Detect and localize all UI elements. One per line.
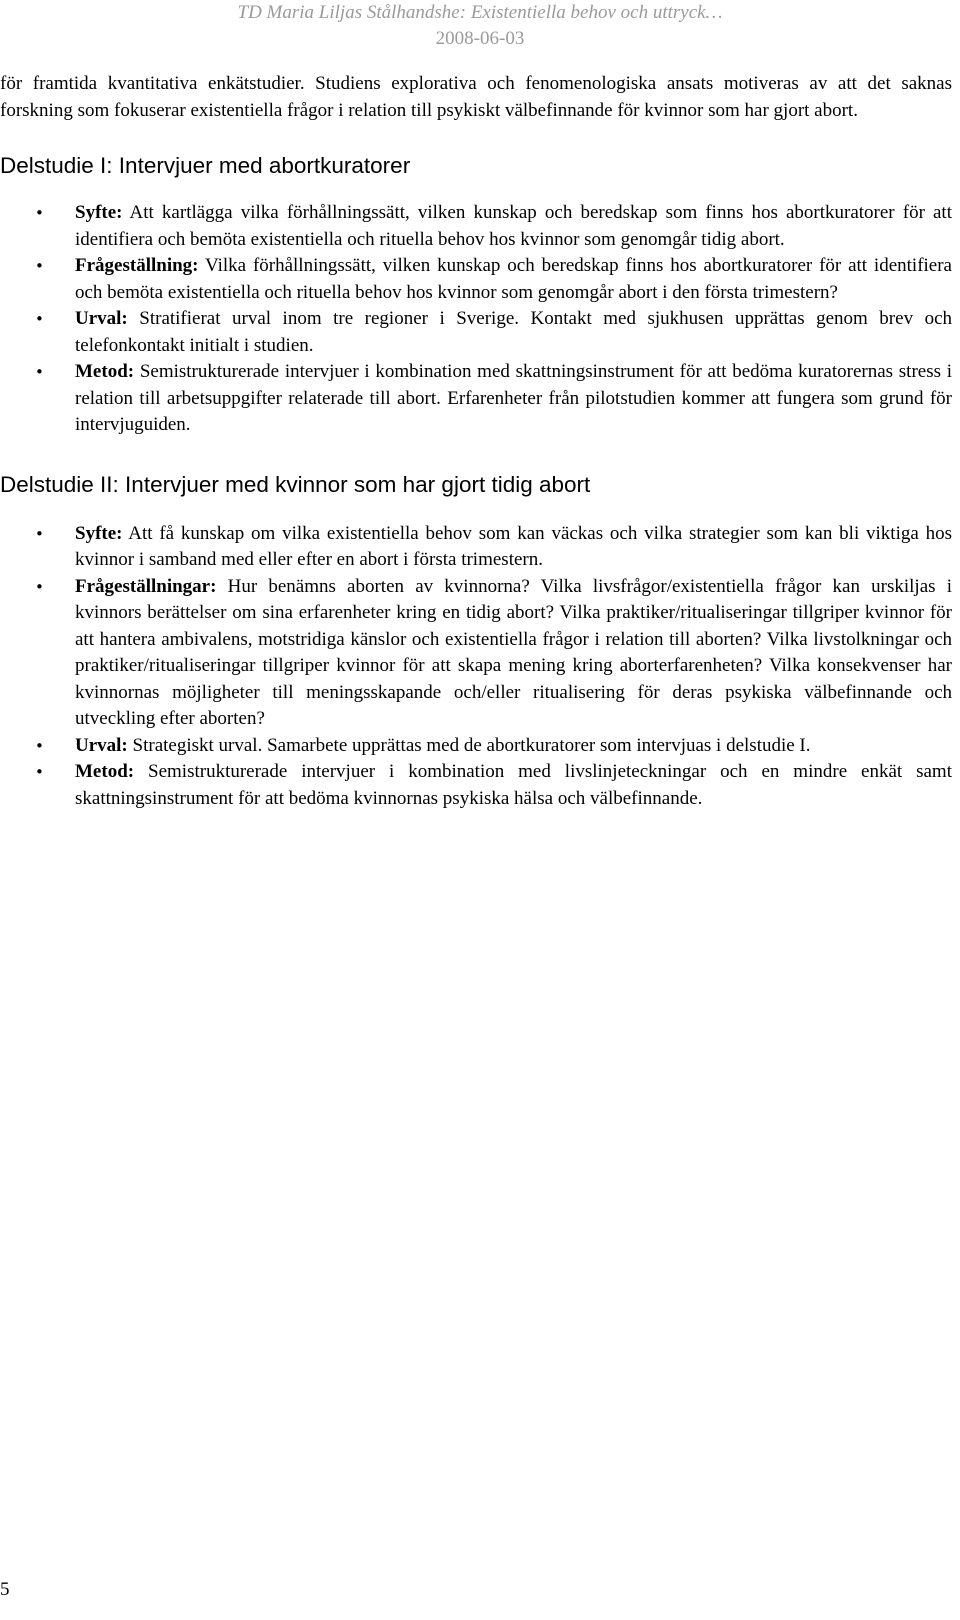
bullet-icon: • xyxy=(35,310,44,328)
section-heading: Delstudie I: Intervjuer med abortkuratorer xyxy=(0,153,411,178)
list-item xyxy=(0,200,952,253)
list-item xyxy=(0,733,952,760)
bullet-icon: • xyxy=(35,363,44,381)
item-label: Syfte: xyxy=(75,202,123,223)
item-label: Syfte: xyxy=(75,522,123,544)
item-label: Urval: xyxy=(75,734,128,756)
bullet-icon: • xyxy=(35,524,44,543)
header-date: 2008-06-03 xyxy=(435,28,525,49)
item-label: Urval: xyxy=(75,308,128,329)
list-item xyxy=(0,253,952,306)
section-delstudie-1 xyxy=(0,152,952,439)
list-item xyxy=(0,359,952,439)
list-item xyxy=(0,306,952,359)
bullet-icon: • xyxy=(35,763,44,781)
list-item xyxy=(0,521,952,574)
bullet-icon: • xyxy=(35,736,44,755)
list-item xyxy=(0,759,952,812)
bullet-icon: • xyxy=(35,204,44,222)
item-text: Semistrukturerade intervjuer i kombination med livslinjeteckningar och en mindre enkät samt skattningsinstrument för att bedöma kvinnornas psykiska hälsa och välbefinnande. xyxy=(75,761,952,809)
page-header xyxy=(0,0,960,52)
item-label: Frågeställning: xyxy=(75,255,199,276)
document-body xyxy=(0,70,952,812)
item-text: Vilka förhållningssätt, vilken kunskap och beredskap finns hos abortkuratorer för att identifiera och bemöta existentiella och rituella behov hos kvinnor som genomgår abort i den första trimestern? xyxy=(75,255,952,303)
bullet-list xyxy=(0,200,952,439)
item-text: Att få kunskap om vilka existentiella behov som kan väckas och vilka strategier som kan bli viktiga hos kvinnor i samband med eller efter en abort i första trimestern. xyxy=(75,522,952,570)
bullet-icon: • xyxy=(35,577,44,596)
section-heading: Delstudie II: Intervjuer med kvinnor som har gjort tidig abort xyxy=(0,471,591,497)
page-number: 5 xyxy=(0,1579,10,1600)
item-text: Semistrukturerade intervjuer i kombination med skattningsinstrument för att bedöma kuratorernas stress i relation till arbetsuppgifter relaterade till abort. Erfarenheter från pilotstudien kommer att fungera som grund för intervjuguiden. xyxy=(75,361,952,435)
intro-paragraph: för framtida kvantitativa enkätstudier. Studiens explorativa och fenomenologiska ansats motiveras av att det saknas forskning som fokuserar existentiella frågor i relation till psykiskt välbefinnande för kvinnor som har gjort abort. xyxy=(0,73,952,121)
item-label: Frågeställningar: xyxy=(75,575,217,597)
list-item xyxy=(0,574,952,733)
item-text: Strategiskt urval. Samarbete upprättas med de abortkuratorer som intervjuas i delstudie I. xyxy=(127,734,811,756)
item-text: Stratifierat urval inom tre regioner i Sverige. Kontakt med sjukhusen upprättas genom brev och telefonkontakt initialt i studien. xyxy=(75,308,952,356)
item-label: Metod: xyxy=(75,761,135,782)
bullet-icon: • xyxy=(35,257,44,275)
bullet-list xyxy=(0,521,952,813)
header-title: TD Maria Liljas Stålhandshe: Existentiella behov och uttryck… xyxy=(237,2,723,23)
item-text: Hur benämns aborten av kvinnorna? Vilka livsfrågor/existentiella frågor kan urskiljas i kvinnors berättelser om sina erfarenheter kring en tidig abort? Vilka praktiker/ritualiseringar tillgriper kvinnor för att hantera ambivalens, motstridiga känslor och existentiella frågor i relation till aborten? Vilka livstolkningar och praktiker/ritualiseringar tillgriper kvinnor för att skapa mening kring aborterfarenheten? Vilka konsekvenser har kvinnornas möjligheter till meningsskapande och/eller ritualisering för deras psykiska välbefinnande och utveckling efter aborten? xyxy=(75,575,952,729)
item-label: Metod: xyxy=(75,361,135,382)
item-text: Att kartlägga vilka förhållningssätt, vilken kunskap och beredskap som finns hos abortkuratorer för att identifiera och bemöta existentiella och rituella behov hos kvinnor som genomgår tidig abort. xyxy=(75,202,952,250)
section-delstudie-2 xyxy=(0,471,952,813)
